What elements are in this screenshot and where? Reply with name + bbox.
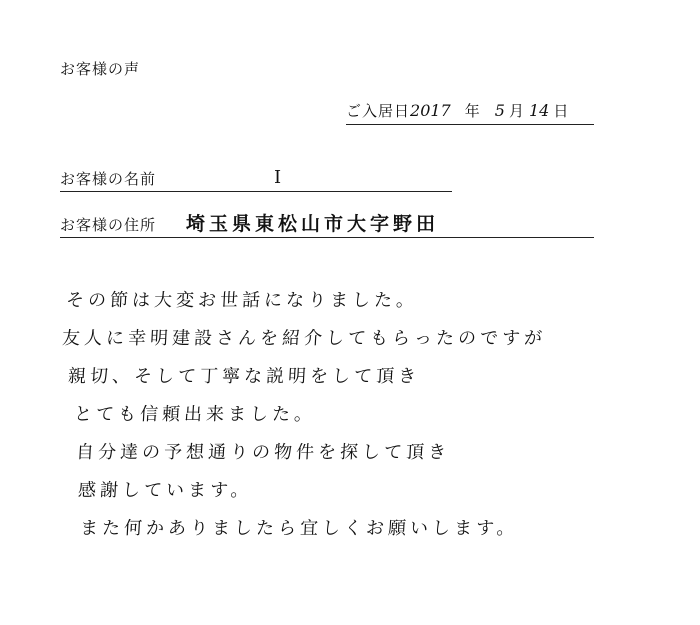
comment-line: 感謝しています。 (77, 480, 254, 501)
comment-line: 親切、そして丁寧な説明をして頂き (67, 366, 421, 387)
form-title: お客様の声 (60, 60, 141, 78)
move-in-month: 5 (494, 101, 505, 120)
customer-name-field (60, 167, 452, 192)
customer-address-label: お客様の住所 (60, 216, 157, 234)
handwritten-comment (60, 282, 620, 548)
day-unit: 日 (553, 102, 570, 120)
customer-name-value: I (274, 167, 282, 188)
move-in-date-field (346, 100, 594, 125)
comment-line: 自分達の予想通りの物件を探して頂き (75, 442, 451, 463)
customer-address-field (60, 213, 594, 238)
move-in-label: ご入居日 (346, 102, 411, 120)
customer-name-label: お客様の名前 (60, 170, 157, 188)
comment-line: また何かありましたら宜しくお願いします。 (79, 518, 520, 539)
year-unit: 年 (464, 102, 481, 120)
customer-address-value: 埼玉県東松山市大字野田 (186, 213, 440, 235)
comment-line: 友人に幸明建設さんを紹介してもらったのですが (61, 328, 547, 349)
move-in-day: 14 (528, 101, 550, 120)
month-unit: 月 (508, 102, 525, 120)
comment-line: とても信頼出来ました。 (73, 404, 317, 425)
comment-line: その節は大変お世話になりました。 (65, 290, 419, 311)
move-in-year: 2017 (410, 101, 451, 120)
